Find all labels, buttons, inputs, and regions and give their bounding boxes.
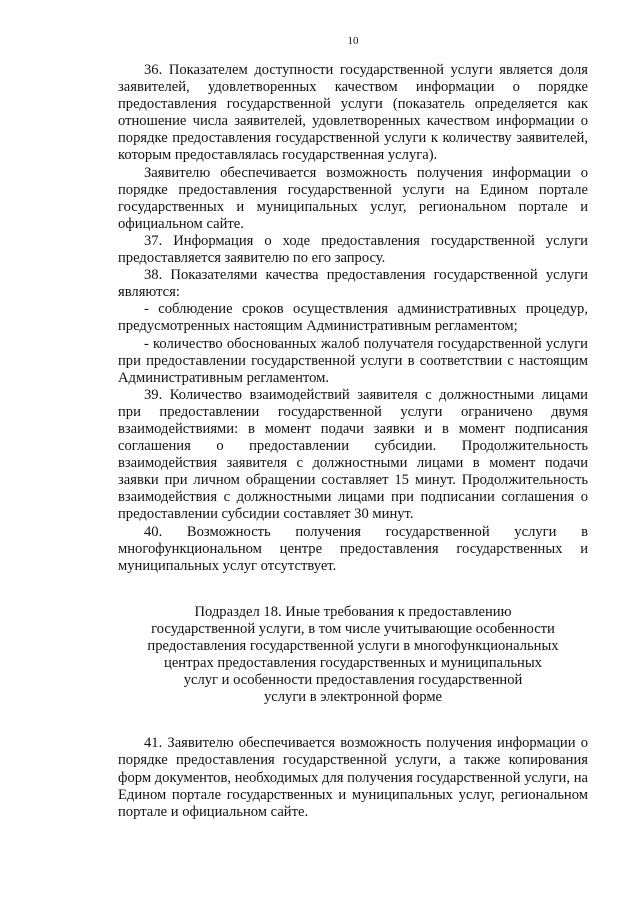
heading-line: центрах предоставления государственных и муниципальных [164,655,542,672]
paragraph-36-portal: Заявителю обеспечивается возможность получения информации о порядке предоставления государственной услуги на Едином портале государственных и муниципальных услуг, региональном портале и официальном сайте. [118,164,588,232]
heading-line: государственной услуги, в том числе учитывающие особенности [151,620,555,637]
paragraph-38-item-1: - соблюдение сроков осуществления административных процедур, предусмотренных настоящим Административным регламентом; [118,301,588,335]
document-body [118,62,588,821]
heading-line: предоставления государственной услуги в многофункциональных [147,638,559,654]
paragraph-40: 40. Возможность получения государственной услуги в многофункциональном центре предоставления государственных и муниципальных услуг отсутствует. [118,523,588,574]
paragraph-37: 37. Информация о ходе предоставления государственной услуги предоставляется заявителю по его запросу. [118,232,588,267]
heading-line: услуги в электронной форме [263,689,443,706]
heading-line: услуг и особенности предоставления государственной [183,672,523,689]
paragraph-38: 38. Показателями качества предоставления государственной услуги являются: [118,267,588,301]
paragraph-36: 36. Показателем доступности государственной услуги является доля заявителей, удовлетворенных качеством информации о порядке предоставления государственной услуги (показатель определяется как отношение числа заявителей, удовлетворенных качеством информации о порядке предоставления государственной услуги к количеству заявителей, которым предоставлялась государственная услуга). [118,62,588,164]
heading-line: Подраздел 18. Иные требования к предоставлению [194,603,512,620]
paragraph-39: 39. Количество взаимодействий заявителя с должностными лицами при предоставлении государственной услуги ограничено двумя взаимодействиями: в момент подачи заявки и в момент подписания соглашения о предоставлении субсидии. Продолжительность взаимодействия заявителя с должностными лицами в момент подачи заявки при личном обращении составляет 15 минут. Продолжительность взаимодействия с должностными лицами при подписании соглашения о предоставлении субсидии составляет 30 минут. [118,386,588,523]
subsection-18-heading [118,604,588,707]
page-number: 10 [347,35,359,47]
paragraph-38-item-2: - количество обоснованных жалоб получателя государственной услуги при предоставлении государственной услуги в соответствии с настоящим Административным регламентом. [118,335,588,386]
paragraph-41: 41. Заявителю обеспечивается возможность получения информации о порядке предоставления государственной услуги, а также копирования форм документов, необходимых для получения государственной услуги, на Едином портале государственных и муниципальных услуг, региональном портале и официальном сайте. [118,735,588,820]
